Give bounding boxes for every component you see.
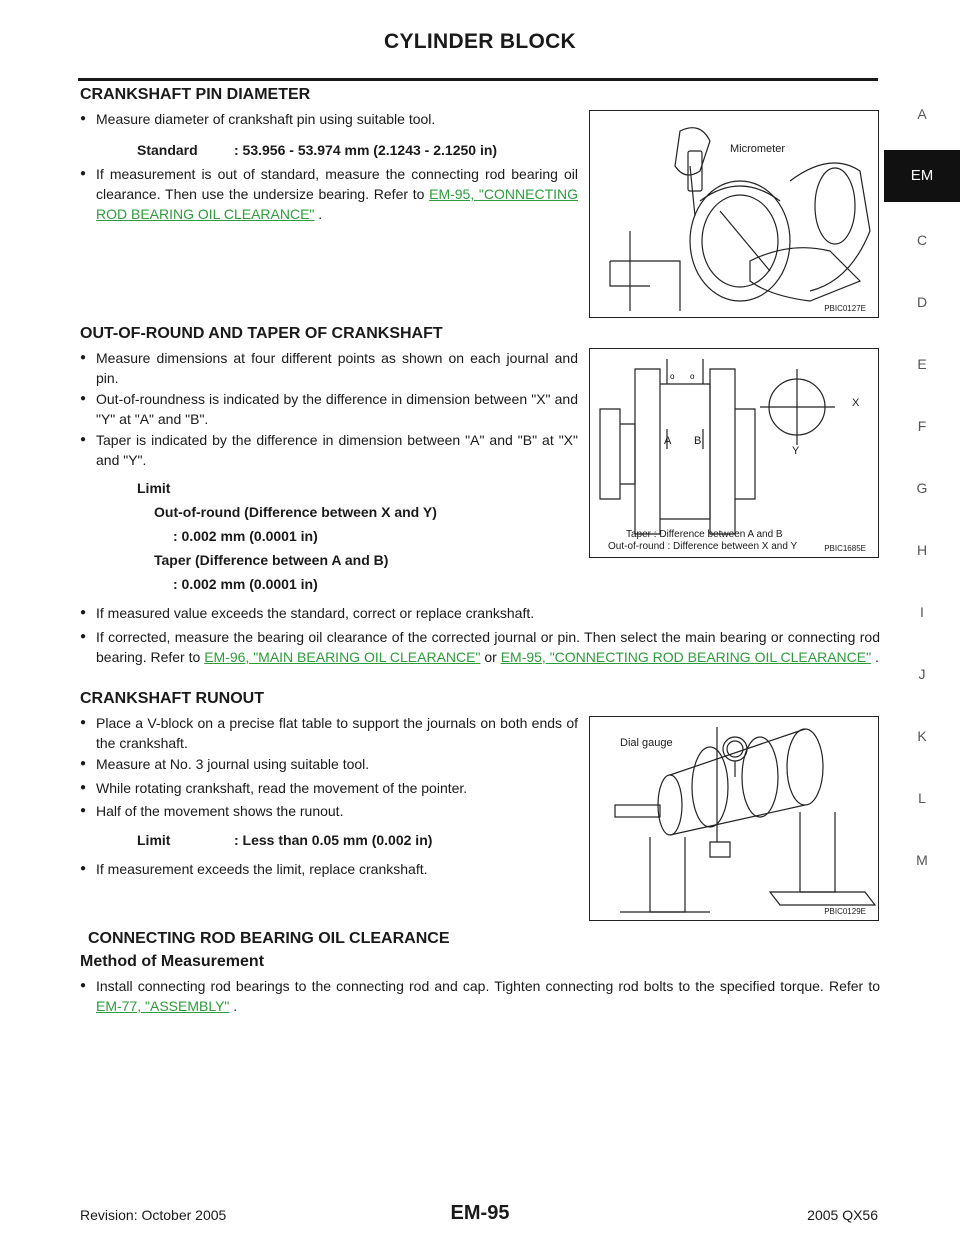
bullet-runout-measure: ● Measure at No. 3 journal using suitable tool.: [96, 754, 578, 774]
figure-caption-taper: Taper : Difference between A and B: [626, 529, 783, 540]
header-rule: [78, 78, 878, 81]
figure-id-micrometer: PBIC0127E: [824, 304, 866, 313]
figure-dial-gauge: [589, 716, 879, 921]
side-index-l[interactable]: L: [918, 790, 926, 806]
figure-label-b: B: [694, 435, 702, 447]
side-index-em[interactable]: EM: [884, 150, 960, 202]
spec-runout-limit: [137, 828, 433, 852]
bullet-oor-or: or: [484, 649, 497, 665]
spec-oor-value: : 0.002 mm (0.0001 in): [173, 528, 318, 544]
bullet-pin-text: If measurement is out of standard, measure the connecting rod bearing oil clearance. Then use the undersize bearing. Refer to: [96, 166, 578, 202]
bullet-oor-replace: ● If measured value exceeds the standard, correct or replace crankshaft.: [96, 603, 880, 623]
side-index-m[interactable]: M: [916, 852, 928, 868]
side-index-c[interactable]: C: [916, 232, 928, 248]
page-title: CYLINDER BLOCK: [383, 30, 577, 53]
spec-taper-value: : 0.002 mm (0.0001 in): [173, 576, 318, 592]
figure-label-a: A: [664, 435, 672, 447]
spec-runout-limit-label: Limit: [137, 832, 171, 848]
bullet-runout-rotate: ● While rotating crankshaft, read the movement of the pointer.: [96, 778, 578, 798]
side-index-k[interactable]: K: [917, 728, 927, 744]
bullet-pin-end: .: [318, 206, 323, 222]
bullet-oor-end: .: [874, 649, 879, 665]
figure-out-of-round: [589, 348, 879, 558]
section-heading-rod-bearing: CONNECTING ROD BEARING OIL CLEARANCE: [88, 930, 450, 947]
bullet-pin-out-of-standard: [96, 164, 578, 224]
spec-oor-label: Out-of-round (Difference between X and Y): [154, 504, 437, 520]
spec-standard: [137, 138, 498, 162]
spec-taper-label: Taper (Difference between A and B): [154, 552, 389, 568]
bullet-runout-replace: ● If measurement exceeds the limit, replace crankshaft.: [96, 859, 578, 879]
bullet-runout-vblock: ● Place a V-block on a precise flat table to support the journals on both ends of the crankshaft.: [96, 713, 578, 753]
side-index-f[interactable]: F: [917, 418, 927, 434]
spec-limit-label: Limit: [137, 480, 171, 496]
bullet-taper-definition: ● Taper is indicated by the difference in dimension between "A" and "B" at "X" and "Y".: [96, 430, 578, 470]
figure-label-dial-gauge: Dial gauge: [620, 737, 673, 749]
svg-text:o: o: [690, 372, 695, 381]
bullet-rod-install-end: .: [233, 998, 238, 1014]
spec-standard-label: Standard: [137, 142, 198, 158]
figure-micrometer: [589, 110, 879, 318]
link-conrod-clearance-2[interactable]: EM-95, "CONNECTING ROD BEARING OIL CLEARANCE": [500, 649, 872, 665]
figure-label-y: Y: [792, 445, 800, 457]
figure-id-oor: PBIC1685E: [824, 544, 866, 553]
spec-standard-value: : 53.956 - 53.974 mm (2.1243 - 2.1250 in): [234, 142, 498, 158]
side-index-i[interactable]: I: [920, 604, 924, 620]
figure-id-dial-gauge: PBIC0129E: [824, 907, 866, 916]
side-index-e[interactable]: E: [917, 356, 927, 372]
section-heading-runout: CRANKSHAFT RUNOUT: [80, 690, 264, 707]
subheading-method: Method of Measurement: [80, 953, 265, 970]
side-index-d[interactable]: D: [916, 294, 928, 310]
svg-text:o: o: [670, 372, 675, 381]
side-index-g[interactable]: G: [916, 480, 928, 496]
bullet-oor-dimensions: ● Measure dimensions at four different points as shown on each journal and pin.: [96, 348, 578, 388]
bullet-runout-half: ● Half of the movement shows the runout.: [96, 801, 578, 821]
bullet-oor-definition: ● Out-of-roundness is indicated by the difference in dimension between "X" and "Y" at "A" and "B".: [96, 389, 578, 429]
footer-revision: Revision: October 2005: [80, 1207, 227, 1223]
footer-model: 2005 QX56: [807, 1207, 878, 1223]
link-conrod-clearance[interactable]: EM-95, "CONNECTING ROD BEARING OIL CLEARANCE": [96, 186, 579, 222]
bullet-oor-corrected-text: If corrected, measure the bearing oil clearance of the corrected journal or pin. Then select the main bearing or connecting rod bearing. Refer to: [96, 629, 880, 665]
side-index-j[interactable]: J: [918, 666, 926, 682]
link-main-bearing-clearance[interactable]: EM-96, "MAIN BEARING OIL CLEARANCE": [204, 649, 481, 665]
figure-label-x: X: [852, 397, 860, 409]
figure-caption-oor: Out-of-round : Difference between X and Y: [608, 541, 798, 552]
bullet-oor-corrected: [96, 627, 880, 667]
bullet-rod-install: [96, 976, 880, 1016]
bullet-rod-install-text: Install connecting rod bearings to the connecting rod and cap. Tighten connecting rod bolts to the specified torque. Refer to: [96, 978, 880, 994]
link-assembly[interactable]: EM-77, "ASSEMBLY": [96, 998, 230, 1014]
section-heading-pin-diameter: CRANKSHAFT PIN DIAMETER: [80, 86, 311, 103]
section-heading-out-of-round: OUT-OF-ROUND AND TAPER OF CRANKSHAFT: [80, 325, 443, 342]
side-index-a[interactable]: A: [917, 106, 927, 122]
figure-label-micrometer: Micrometer: [730, 143, 786, 155]
spec-runout-limit-value: : Less than 0.05 mm (0.002 in): [234, 832, 433, 848]
footer-page-number: EM-95: [450, 1202, 510, 1224]
spec-limit-block: [137, 476, 557, 596]
bullet-pin-measure: ● Measure diameter of crankshaft pin using suitable tool.: [96, 109, 576, 129]
side-index-h[interactable]: H: [916, 542, 928, 558]
